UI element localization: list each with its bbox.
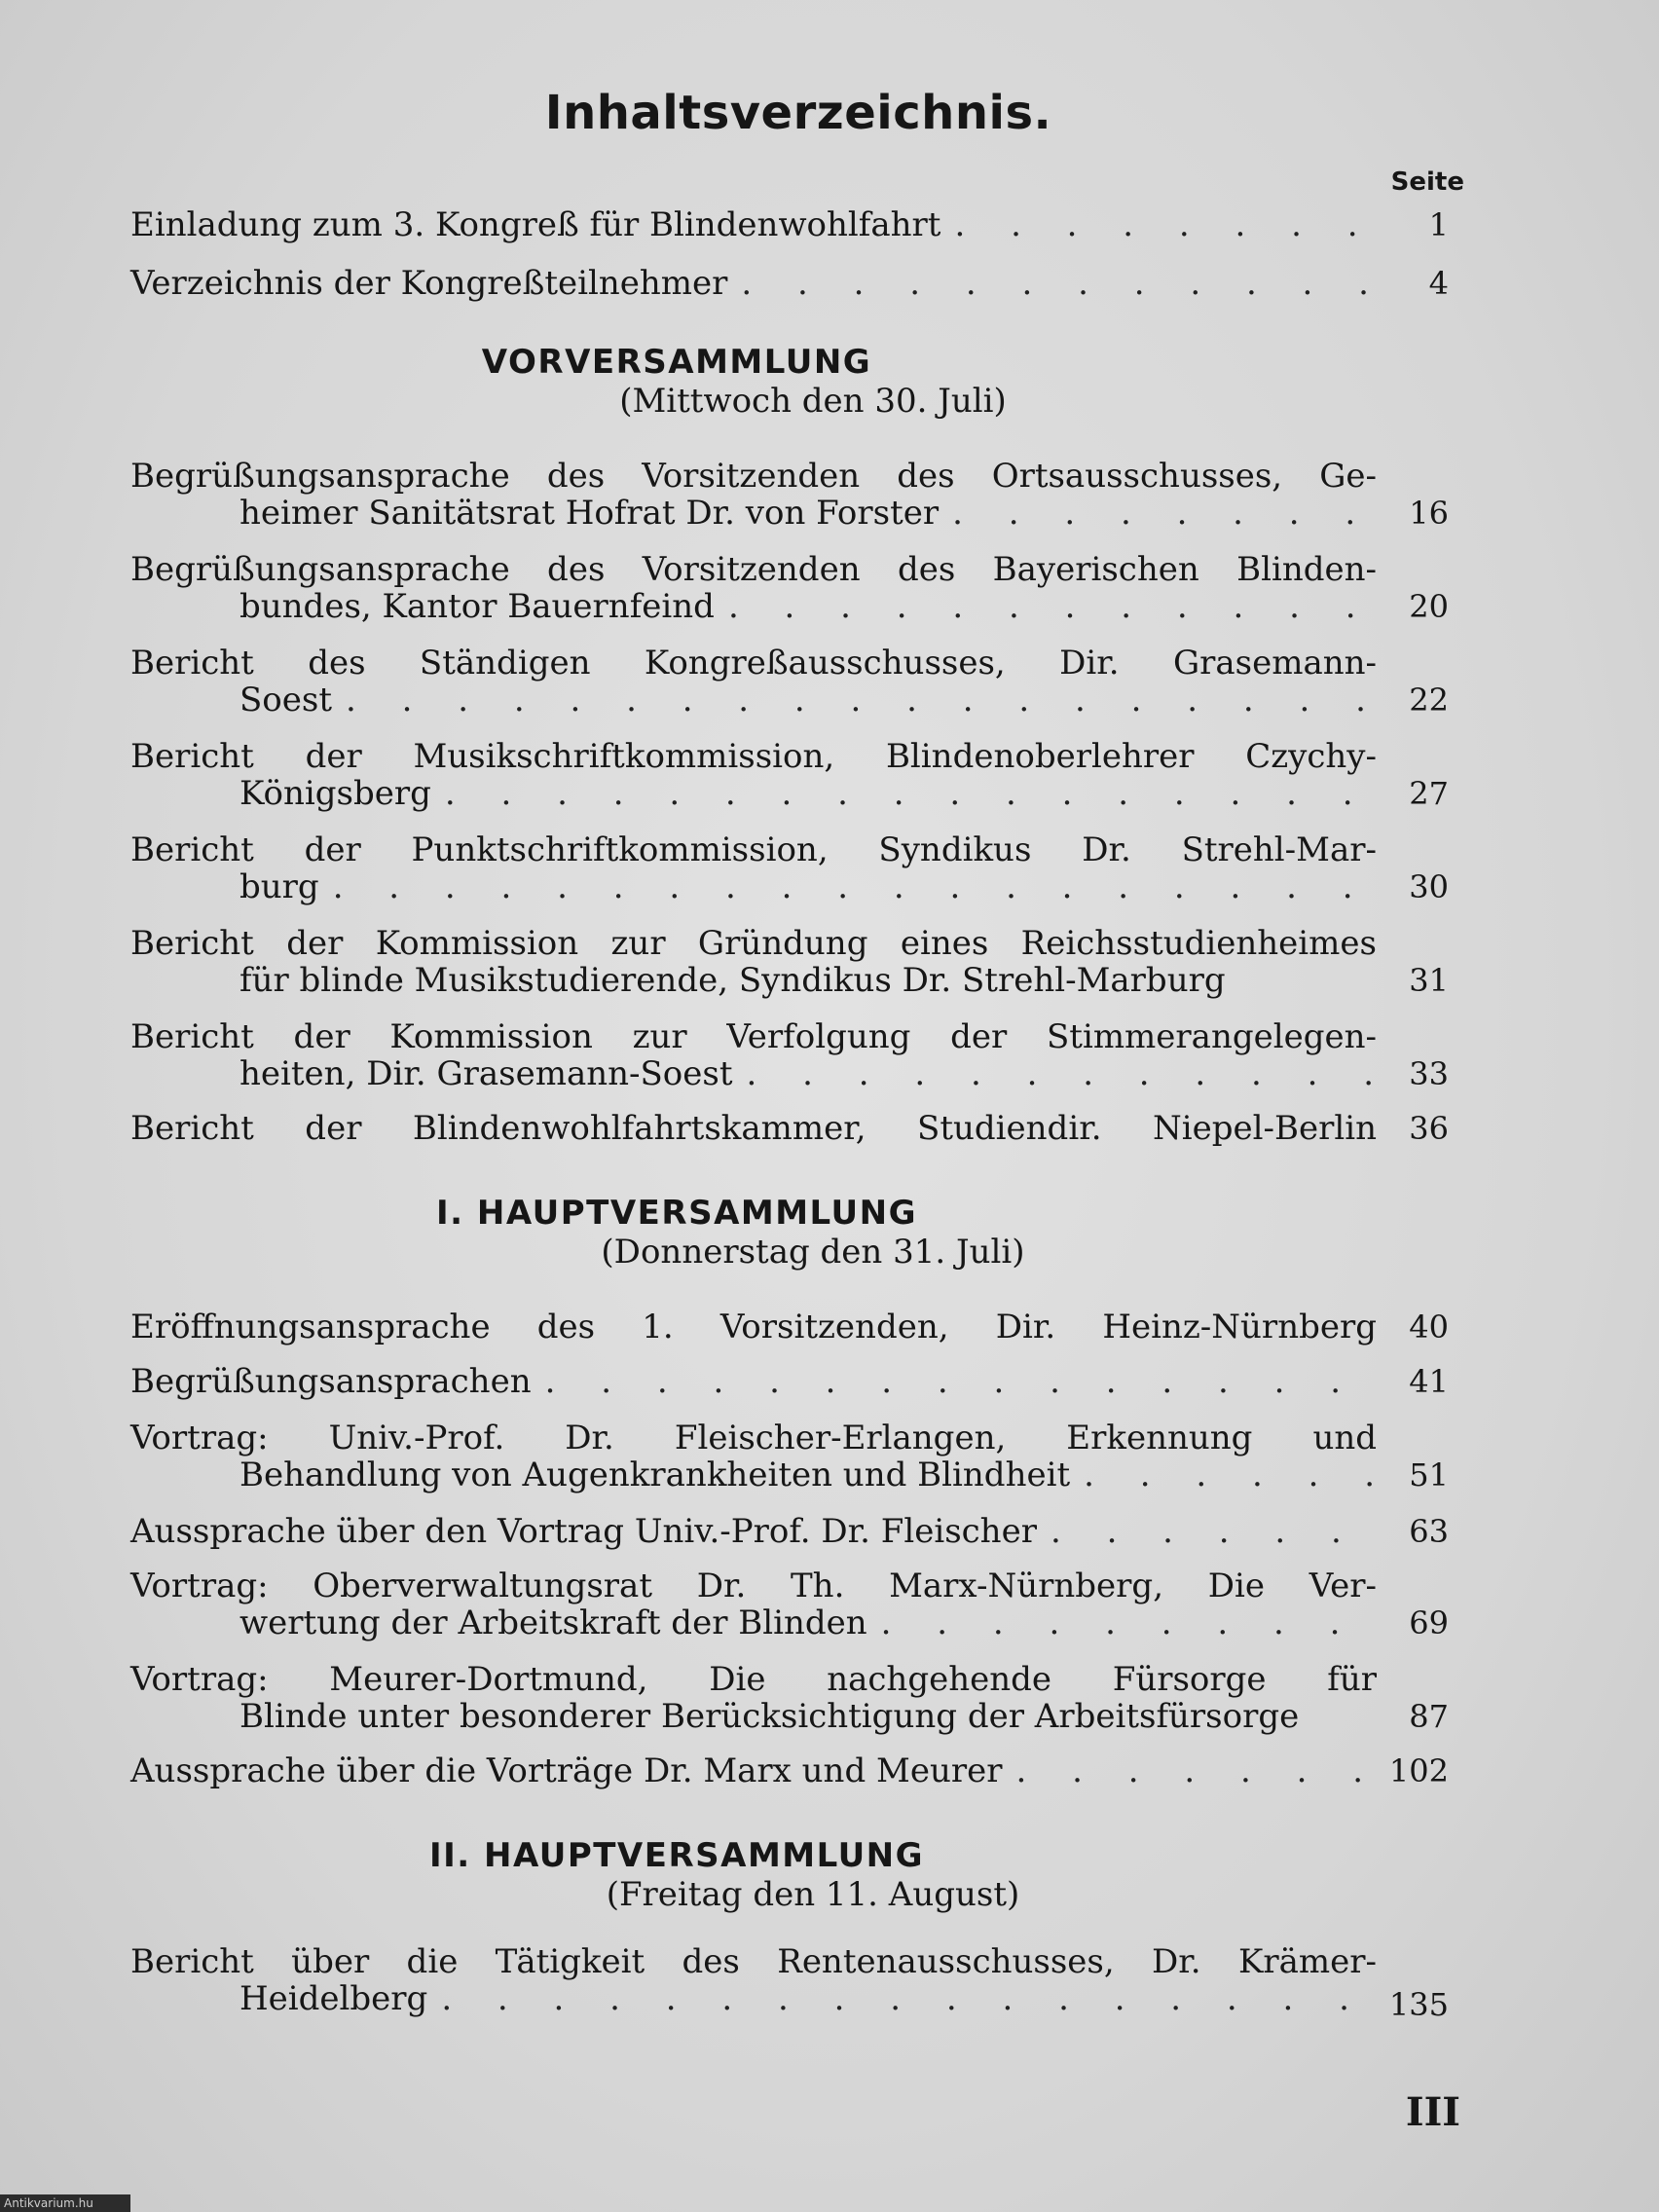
toc-entry-text: Begrüßungsansprachen	[130, 1362, 532, 1401]
leader-dots	[1003, 1752, 1378, 1789]
toc-entry-line: Begrüßungsansprache des Vorsitzenden des Bayerischen Blinden-	[130, 550, 1377, 589]
leader-dots	[427, 1980, 1377, 2017]
page-column-header: Seite	[1390, 167, 1464, 197]
toc-entry	[130, 265, 1377, 302]
toc-entry-text: Aussprache über den Vortrag Univ.-Prof. Dr. Fleischer	[130, 1512, 1037, 1551]
toc-entry-line: für blinde Musikstudierende, Syndikus Dr. Strehl-Marburg	[240, 961, 1226, 1000]
leader-dots	[940, 206, 1377, 243]
toc-entry	[130, 925, 1377, 999]
toc-page-number: 36	[1409, 1110, 1449, 1147]
leader-dots	[939, 495, 1377, 532]
leader-dots	[727, 265, 1377, 302]
toc-entry-line: Bericht über die Tätigkeit des Rentenausschusses, Dr. Krämer-	[130, 1942, 1377, 1981]
toc-entry	[130, 831, 1377, 905]
toc-entry-line: Bericht der Punktschriftkommission, Syndikus Dr. Strehl-Mar-	[130, 830, 1377, 869]
toc-page-number: 30	[1409, 868, 1449, 905]
toc-entry	[130, 1309, 1377, 1346]
toc-page-number: 102	[1388, 1752, 1449, 1789]
toc-entry	[130, 645, 1377, 719]
leader-dots	[867, 1604, 1377, 1641]
leader-dots	[715, 588, 1377, 625]
toc-entry	[130, 1661, 1377, 1735]
toc-page-number: 1	[1428, 206, 1449, 243]
toc-entry	[130, 1018, 1377, 1092]
toc-entry-line: Vortrag: Meurer-Dortmund, Die nachgehende Fürsorge für	[130, 1660, 1377, 1699]
toc-entry	[130, 551, 1377, 625]
toc-page-number: 51	[1409, 1456, 1449, 1493]
toc-entry-line: Bericht der Kommission zur Verfolgung der Stimmerangelegen-	[130, 1017, 1377, 1056]
section-title: II. HAUPTVERSAMMLUNG	[428, 1836, 925, 1875]
toc-entry	[130, 1363, 1377, 1400]
toc-entry-line: Bericht des Ständigen Kongreßausschusses, Dir. Grasemann-	[130, 644, 1377, 682]
toc-entry	[130, 1567, 1377, 1641]
toc-entry-line: Behandlung von Augenkrankheiten und Blindheit	[240, 1456, 1071, 1494]
toc-page-number: 41	[1409, 1363, 1449, 1400]
leader-dots	[431, 775, 1377, 812]
toc-page-number: 33	[1409, 1055, 1449, 1092]
toc-entry	[130, 1513, 1377, 1550]
leader-dots	[332, 682, 1377, 719]
leader-dots	[532, 1363, 1377, 1400]
toc-page-number: 63	[1409, 1513, 1449, 1550]
toc-entry-line: Heidelberg	[240, 1979, 428, 2018]
toc-page-number: 27	[1409, 775, 1449, 812]
toc-entry-text: Einladung zum 3. Kongreß für Blindenwohlfahrt	[130, 205, 941, 244]
toc-page-number: 20	[1409, 588, 1449, 625]
toc-entry	[130, 1752, 1377, 1789]
toc-entry-line: bundes, Kantor Bauernfeind	[240, 587, 715, 626]
toc-entry-line: Soest	[240, 681, 332, 719]
toc-page-number: 16	[1409, 495, 1449, 532]
toc-entry-line: Königsberg	[240, 774, 431, 813]
section-heading-hauptversammlung-2	[0, 1836, 1597, 1914]
toc-entry-line: heiten, Dir. Grasemann-Soest	[240, 1054, 733, 1093]
section-heading-hauptversammlung-1	[0, 1194, 1597, 1272]
toc-entry	[130, 206, 1377, 243]
toc-entry-line: Bericht der Musikschriftkommission, Blindenoberlehrer Czychy-	[130, 737, 1377, 776]
toc-entry-line: Vortrag: Oberverwaltungsrat Dr. Th. Marx-Nürnberg, Die Ver-	[130, 1567, 1377, 1605]
section-title: VORVERSAMMLUNG	[481, 343, 872, 382]
leader-dots	[1070, 1456, 1377, 1493]
toc-entry-line: Vortrag: Univ.-Prof. Dr. Fleischer-Erlangen, Erkennung und	[130, 1419, 1377, 1457]
toc-entry-line: Eröffnungsansprache des 1. Vorsitzenden, Dir. Heinz-Nürnberg	[130, 1308, 1377, 1346]
watermark: Antikvarium.hu	[0, 2194, 130, 2212]
folio-page-number: III	[1405, 2089, 1460, 2135]
toc-entry	[130, 738, 1377, 812]
section-date: (Freitag den 11. August)	[606, 1875, 1020, 1914]
page-title: Inhaltsverzeichnis.	[544, 86, 1052, 140]
toc-entry-text: Aussprache über die Vorträge Dr. Marx und Meurer	[130, 1751, 1003, 1790]
leader-dots	[319, 868, 1377, 905]
toc-entry-line: Bericht der Blindenwohlfahrtskammer, Studiendir. Niepel-Berlin	[130, 1109, 1377, 1148]
toc-entry	[130, 458, 1377, 532]
toc-entry-line: burg	[240, 867, 319, 906]
leader-dots	[733, 1055, 1378, 1092]
section-title: I. HAUPTVERSAMMLUNG	[436, 1194, 917, 1233]
toc-entry-line: heimer Sanitätsrat Hofrat Dr. von Forster	[240, 494, 940, 533]
toc-entry	[130, 1943, 1377, 2017]
toc-page-number: 40	[1409, 1309, 1449, 1346]
toc-page-number: 135	[1388, 1986, 1449, 2023]
toc-page-number: 22	[1409, 682, 1449, 719]
toc-entry	[130, 1110, 1377, 1147]
section-date: (Donnerstag den 31. Juli)	[601, 1233, 1025, 1272]
toc-page-number: 87	[1409, 1698, 1449, 1735]
toc-entry-line: wertung der Arbeitskraft der Blinden	[240, 1604, 867, 1642]
leader-dots	[1037, 1513, 1377, 1550]
section-date: (Mittwoch den 30. Juli)	[619, 382, 1007, 421]
toc-entry-line: Bericht der Kommission zur Gründung eines Reichsstudienheimes	[130, 924, 1377, 963]
toc-page-number: 31	[1409, 962, 1449, 999]
toc-entry-line: Begrüßungsansprache des Vorsitzenden des Ortsausschusses, Ge-	[130, 457, 1377, 496]
toc-entry-line: Blinde unter besonderer Berücksichtigung der Arbeitsfürsorge	[240, 1697, 1300, 1736]
toc-page-number: 4	[1428, 265, 1449, 302]
toc-page-number: 69	[1409, 1604, 1449, 1641]
toc-entry	[130, 1419, 1377, 1493]
toc-entry-text: Verzeichnis der Kongreßteilnehmer	[130, 264, 728, 303]
section-heading-vorversammlung	[0, 343, 1597, 421]
